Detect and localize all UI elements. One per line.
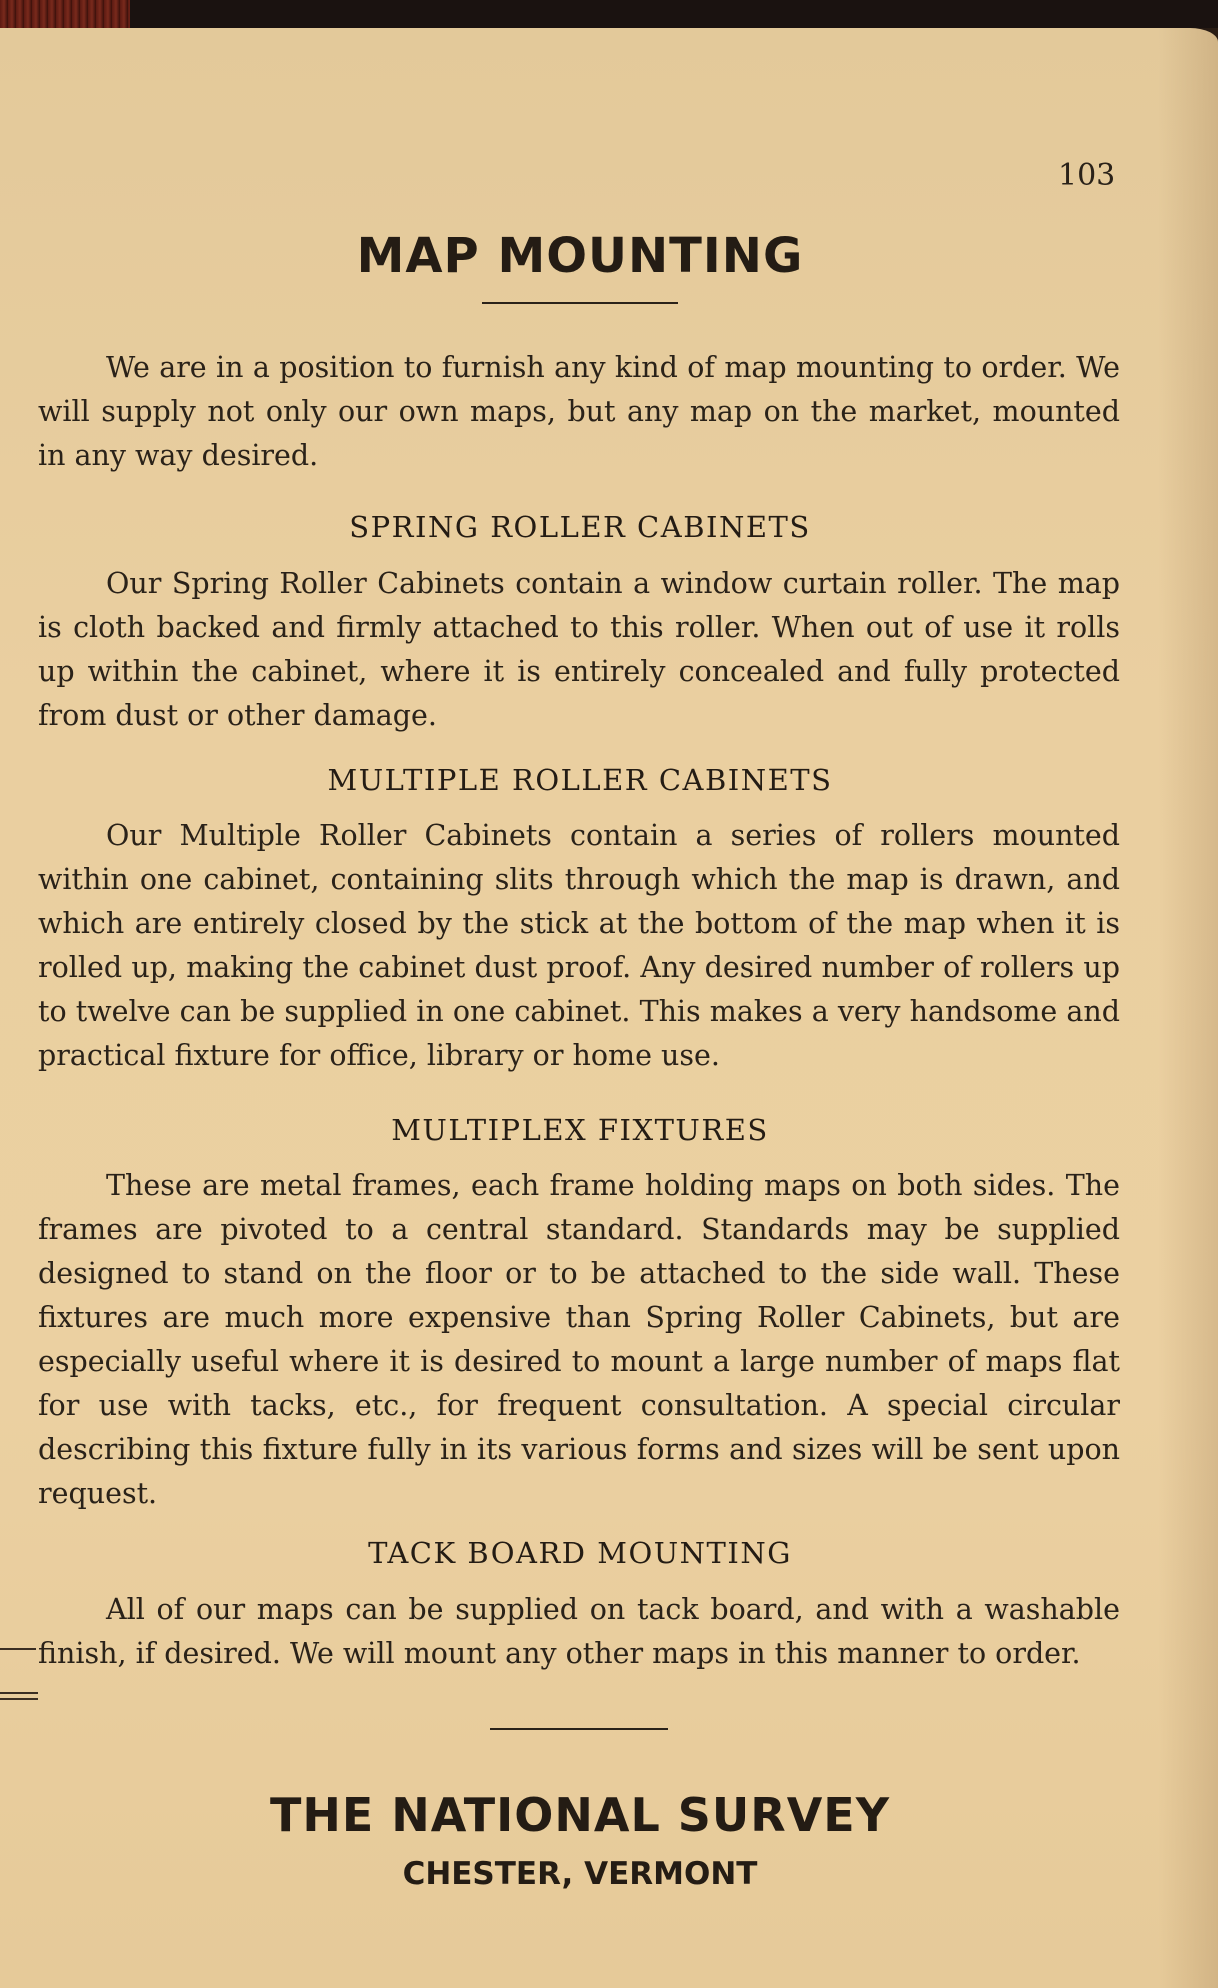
- heading-multiplex-fixtures: MULTIPLEX FIXTURES: [391, 1113, 769, 1147]
- footer-rule: [490, 1728, 668, 1730]
- section-text: Our Spring Roller Cabinets contain a window curtain roller. The map is cloth backed and firmly attached to this roller. When out of use it rolls up within the cabinet, where it is entirely concealed and fully protected from dust or other damage.: [38, 567, 1120, 732]
- section-text: All of our maps can be supplied on tack board, and with a washable finish, if desired. We will mount any other maps in this manner to order.: [38, 1593, 1120, 1670]
- page-shadow: [1158, 28, 1218, 1988]
- margin-pencil-mark: [0, 1692, 38, 1694]
- page-title: MAP MOUNTING: [356, 228, 804, 284]
- margin-pencil-mark: [0, 1648, 36, 1650]
- publisher-name: THE NATIONAL SURVEY: [269, 1788, 891, 1842]
- book-page: [0, 28, 1218, 1988]
- section-multiplex-fixtures: [38, 1164, 1120, 1516]
- section-spring-roller: [38, 562, 1120, 738]
- intro-paragraph: [38, 346, 1120, 478]
- margin-pencil-mark: [0, 1698, 38, 1700]
- book-spine-edge: [0, 0, 130, 28]
- section-text: These are metal frames, each frame holding maps on both sides. The frames are pivoted to a central standard. Standards may be supplied designed to stand on the floor or to be attached to the side wall. These fixtures are much more expensive than Spring Roller Cabinets, but are especially useful where it is desired to mount a large number of maps flat for use with tacks, etc., for frequent consultation. A special circular describing this fixture fully in its various forms and sizes will be sent upon request.: [38, 1169, 1120, 1510]
- page-number: 103: [1058, 158, 1116, 193]
- heading-spring-roller: SPRING ROLLER CABINETS: [349, 510, 811, 544]
- publisher-location: CHESTER, VERMONT: [402, 1856, 758, 1892]
- section-multiple-roller: [38, 814, 1120, 1078]
- section-text: Our Multiple Roller Cabinets contain a series of rollers mounted within one cabinet, containing slits through which the map is drawn, and which are entirely closed by the stick at the bottom of the map when it is rolled up, making the cabinet dust proof. Any desired number of rollers up to twelve can be supplied in one cabinet. This makes a very handsome and practical fixture for office, library or home use.: [38, 819, 1120, 1072]
- title-rule: [482, 302, 678, 304]
- section-tack-board: [38, 1588, 1120, 1676]
- intro-text: We are in a position to furnish any kind of map mounting to order. We will supply not only our own maps, but any map on the market, mounted in any way desired.: [38, 351, 1120, 472]
- heading-multiple-roller: MULTIPLE ROLLER CABINETS: [327, 763, 833, 797]
- heading-tack-board: TACK BOARD MOUNTING: [368, 1536, 792, 1570]
